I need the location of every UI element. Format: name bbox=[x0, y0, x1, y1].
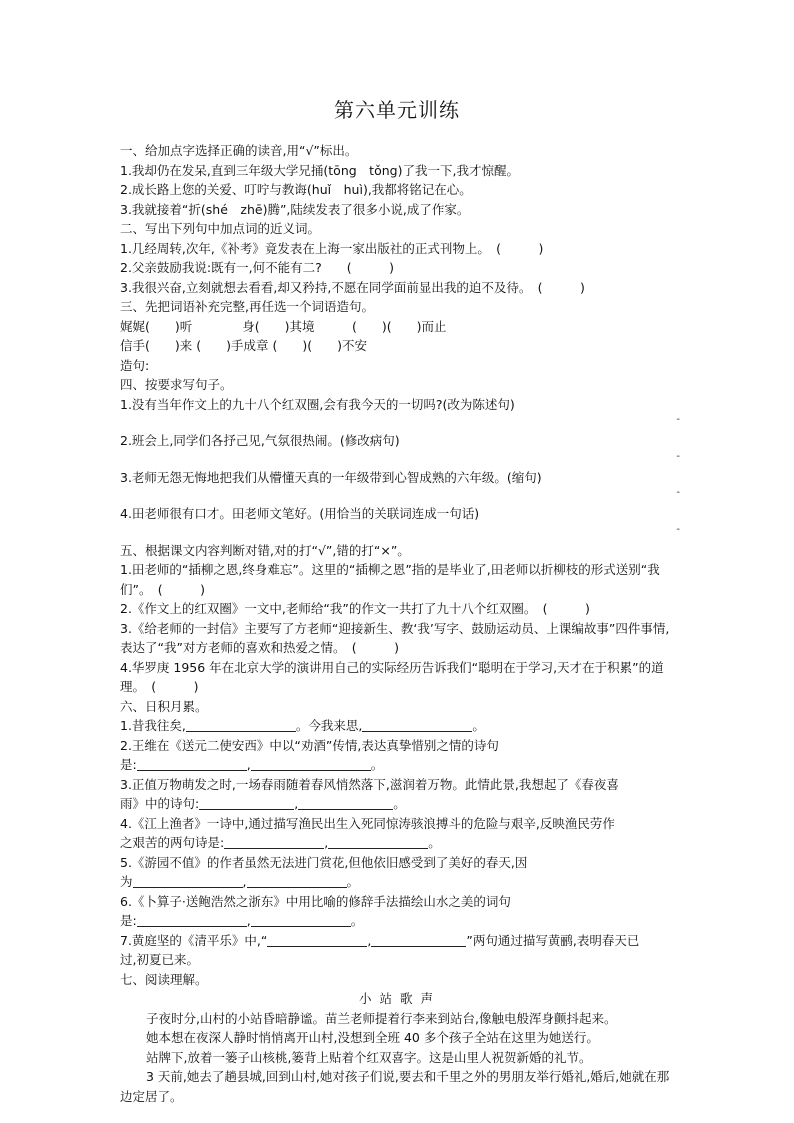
section3-heading: 三、先把词语补充完整,再任选一个词语造句。 bbox=[120, 299, 374, 314]
section6-q6: 6.《卜算子·送鲍浩然之浙东》中用比喻的修辞手法描绘山水之美的词句 bbox=[120, 893, 511, 909]
section4-item: 2.班会上,同学们各抒己见,气氛很热闹。(修改病句) bbox=[120, 433, 400, 448]
answer-blank[interactable] bbox=[247, 873, 347, 888]
q2-text-d: 。 bbox=[370, 757, 384, 772]
q2-text-b: 是: bbox=[120, 757, 137, 772]
story-paragraph: 3 天前,她去了趟县城,回到山村,她对孩子们说,要去和千里之外的男朋友举行婚礼,婚后,她就在那边定居了。 bbox=[120, 1069, 670, 1104]
answer-blank[interactable] bbox=[133, 873, 243, 888]
section6-q1 bbox=[120, 716, 680, 736]
section1-item: 2.成长路上您的关爱、叮咛与教诲(huǐ huì),我都将铭记在心。 bbox=[120, 182, 472, 197]
q4-text-d: 。 bbox=[428, 835, 441, 850]
story-paragraph: 站牌下,放着一篓子山核桃,篓背上贴着个红双喜字。这是山里人祝贺新婚的礼节。 bbox=[146, 1049, 592, 1065]
answer-blank[interactable] bbox=[224, 834, 324, 849]
q7-text-c: ”两句通过描写黄鹂,表明春天已 bbox=[466, 932, 640, 948]
q6-text-d: 。 bbox=[350, 913, 364, 928]
q4-text-c: , bbox=[324, 835, 329, 850]
q1-text-b: 。今我来思, bbox=[295, 718, 363, 733]
answer-blank[interactable] bbox=[186, 717, 296, 732]
section6-q4-answer bbox=[120, 833, 680, 853]
section2-heading: 二、写出下列句中加点词的近义词。 bbox=[120, 221, 321, 236]
q3-text-b: 雨》中的诗句: bbox=[120, 796, 200, 811]
answer-blank[interactable] bbox=[251, 912, 351, 927]
section6-q2-answer bbox=[120, 755, 680, 775]
q5-text-d: 。 bbox=[346, 874, 360, 889]
section5-item: 2.《作文上的红双圈》一文中,老师给“我”的作文一共打了九十八个红双圈。 ( ) bbox=[120, 601, 590, 616]
section7-heading: 七、阅读理解。 bbox=[120, 971, 208, 987]
worksheet-content bbox=[120, 141, 680, 1106]
section5-item: 4.华罗庚 1956 年在北京大学的演讲用自己的实际经历告诉我们“聪明在于学习,天才在于积累”的道理。 ( ) bbox=[120, 659, 664, 694]
section6-q5: 5.《游园不值》的作者虽然无法进门赏花,但他依旧感受到了美好的春天,因 bbox=[120, 854, 528, 870]
section6-heading: 六、日积月累。 bbox=[120, 698, 208, 714]
section4-item: 3.老师无怨无悔地把我们从懵懂天真的一年级带到心智成熟的六年级。(缩句) bbox=[120, 469, 542, 485]
answer-blank[interactable] bbox=[298, 795, 393, 810]
section6-q2: 2.王维在《送元二使安西》中以“劝酒”传情,表达真挚惜别之情的诗句 bbox=[120, 737, 499, 753]
section2-item: 1.几经周转,次年,《补考》竟发表在上海一家出版社的正式刊物上。 ( ) bbox=[120, 240, 544, 256]
answer-line-mark: - bbox=[676, 487, 680, 498]
q6-text-b: 是: bbox=[120, 913, 137, 928]
section5-item: 3.《给老师的一封信》主要写了方老师“迎接新生、教‘我’写字、鼓励运动员、上课编故事”四件事情,表达了“我”对方老师的喜欢和热爱之情。 ( ) bbox=[120, 620, 670, 655]
q1-text-a: 1.昔我往矣, bbox=[120, 718, 186, 733]
section4-heading: 四、按要求写句子。 bbox=[120, 377, 233, 392]
q7-text-b: , bbox=[367, 932, 372, 948]
q7-text-a: 7.黄庭坚的《清平乐》中,“ bbox=[120, 932, 268, 948]
answer-blank[interactable] bbox=[251, 756, 371, 771]
section2-item: 2.父亲鼓励我说:既有一,何不能有二? ( ) bbox=[120, 260, 394, 275]
answer-blank[interactable] bbox=[137, 756, 247, 771]
story-paragraph: 她本想在夜深人静时悄悄离开山村,没想到全班 40 多个孩子全站在这里为她送行。 bbox=[146, 1030, 599, 1045]
q6-text-c: , bbox=[246, 913, 251, 928]
section4-item: 1.没有当年作文上的九十八个红双圈,会有我今天的一切吗?(改为陈述句) bbox=[120, 396, 515, 412]
section1-item: 1.我却仍在发呆,直到三年级大学兄捅(tōng tǒng)了我一下,我才惊醒。 bbox=[120, 162, 519, 178]
answer-blank[interactable] bbox=[267, 932, 367, 947]
section6-q3: 3.正值万物萌发之时,一场春雨随着春风悄然落下,滋润着万物。此情此景,我想起了《春夜喜 bbox=[120, 776, 619, 792]
q2-text-c: , bbox=[246, 757, 251, 772]
section3-sentence-label: 造句: bbox=[120, 357, 150, 373]
section1-item: 3.我就接着“折(shé zhē)腾”,陆续发表了很多小说,成了作家。 bbox=[120, 201, 470, 217]
section4-item: 4.田老师很有口才。田老师文笔好。(用恰当的关联词连成一句话) bbox=[120, 506, 480, 521]
section5-heading: 五、根据课文内容判断对错,对的打“√”,错的打“×”。 bbox=[120, 542, 410, 558]
section3-words-row1: 娓娓( )听 身( )其境 ( )( )而止 bbox=[120, 318, 447, 334]
q1-text-c: 。 bbox=[472, 718, 485, 733]
page-title: 第六单元训练 bbox=[334, 98, 460, 122]
story-paragraph: 子夜时分,山村的小站昏暗静谧。苗兰老师提着行李来到站台,像触电般浑身颤抖起来。 bbox=[146, 1010, 617, 1026]
answer-blank[interactable] bbox=[371, 932, 466, 947]
answer-blank[interactable] bbox=[362, 717, 472, 732]
section6-q5-answer bbox=[120, 872, 680, 892]
q5-text-c: , bbox=[242, 874, 247, 889]
section6-q7 bbox=[120, 931, 680, 951]
answer-line-mark: - bbox=[676, 450, 680, 462]
answer-blank[interactable] bbox=[199, 795, 294, 810]
q5-text-b: 为 bbox=[120, 874, 133, 889]
section1-heading: 一、给加点字选择正确的读音,用“√”标出。 bbox=[120, 143, 358, 158]
q3-text-c: , bbox=[294, 796, 299, 811]
section2-item: 3.我很兴奋,立刻就想去看看,却又矜持,不愿在同学面前显出我的迫不及待。 ( ) bbox=[120, 279, 585, 295]
section6-q7-cont: 过,初夏已来。 bbox=[120, 952, 199, 967]
section6-q4: 4.《江上渔者》一诗中,通过描写渔民出生入死同惊涛骇浪搏斗的危险与艰辛,反映渔民劳作 bbox=[120, 815, 615, 831]
answer-blank[interactable] bbox=[137, 912, 247, 927]
answer-blank[interactable] bbox=[328, 834, 428, 849]
section5-item: 1.田老师的“插柳之恩,终身难忘”。这里的“插柳之恩”指的是毕业了,田老师以折柳枝的形式送别“我们”。 ( ) bbox=[120, 562, 660, 597]
q4-text-b: 之艰苦的两句诗是: bbox=[120, 835, 225, 850]
answer-line-mark: - bbox=[676, 523, 680, 535]
q3-text-d: 。 bbox=[393, 796, 406, 811]
section3-words-row2: 信手( )来 ( )手成章 ( )( )不安 bbox=[120, 338, 367, 353]
section6-q3-answer bbox=[120, 794, 680, 814]
answer-line-mark: - bbox=[676, 414, 680, 425]
section6-q6-answer bbox=[120, 911, 680, 931]
story-title: 小站歌声 bbox=[358, 991, 441, 1006]
